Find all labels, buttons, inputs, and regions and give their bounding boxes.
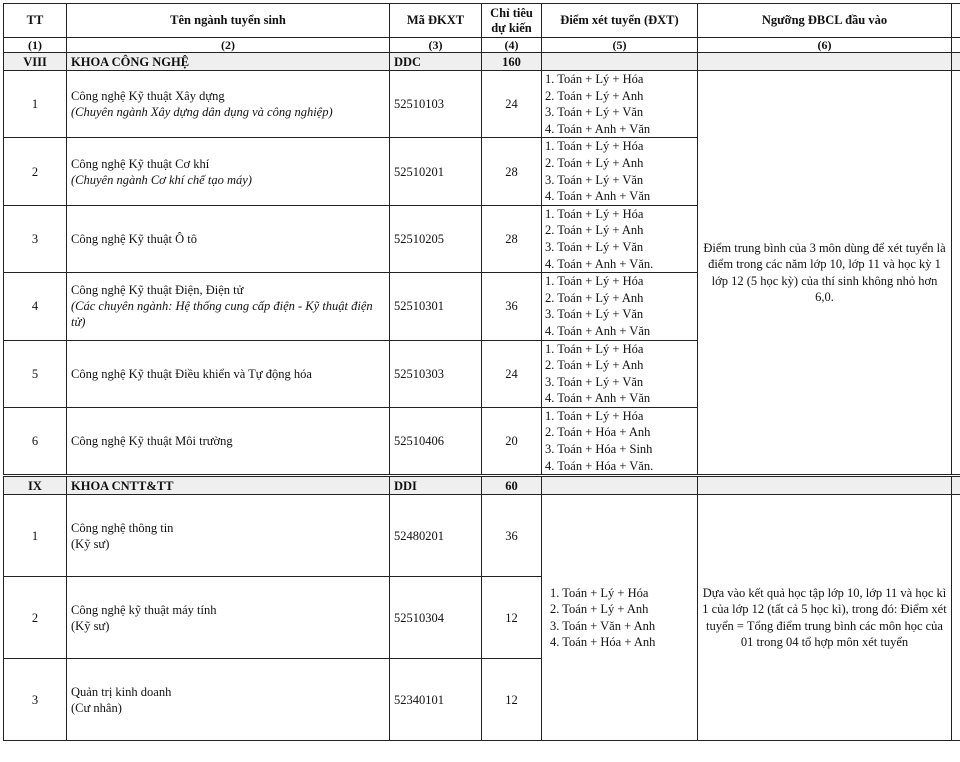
row-major [67,205,390,272]
section-row-cong-nghe [4,53,960,71]
col-number: (1) [4,38,67,53]
row-tt: 3 [4,205,67,272]
row-quota: 24 [482,340,542,407]
section-empty [698,53,952,71]
row-code: 52510304 [390,577,482,659]
combo-item: 1. Toán + Lý + Hóa [545,341,644,356]
section-code: DDC [390,53,482,71]
col-number: (2) [67,38,390,53]
combo-item: 2. Toán + Lý + Anh [545,155,644,170]
row-quota: 12 [482,577,542,659]
combo-item: 1. Toán + Lý + Hóa [545,206,644,221]
row-combos [542,273,698,340]
row-combos [542,71,698,138]
threshold-note: Điểm trung bình của 3 môn dùng để xét tuyển là điểm trong các năm lớp 10, lớp 11 và học kỳ 1 lớp 12 (5 học kỳ) của thí sinh không nhỏ hơn 6,0. [698,71,952,476]
header-tt: TT [4,4,67,38]
major-degree: (Kỹ sư) [71,536,110,551]
header-threshold: Ngưỡng ĐBCL đầu vào [698,4,952,38]
row-quota: 24 [482,71,542,138]
table-row [4,71,960,138]
combo-item: 4. Toán + Hóa + Anh [550,635,656,650]
section-quota: 60 [482,476,542,495]
row-quota: 28 [482,205,542,272]
section-code: DDI [390,476,482,495]
row-code: 52480201 [390,495,482,577]
combo-item: 3. Toán + Lý + Văn [545,172,644,187]
row-combos [542,205,698,272]
row-code: 52340101 [390,659,482,741]
admission-table [3,3,960,741]
combo-item: 4. Toán + Anh + Văn [545,121,651,136]
major-degree: (Kỹ sư) [71,618,110,633]
col-number: (5) [542,38,698,53]
major-name: Công nghệ thông tin [71,520,174,535]
col-number: (4) [482,38,542,53]
combo-item: 3. Toán + Lý + Văn [545,307,644,322]
header-extra [952,4,960,38]
header-row [4,4,960,38]
extra-cell [952,495,960,741]
combo-item: 2. Toán + Lý + Anh [550,602,649,617]
row-tt: 3 [4,659,67,741]
row-quota: 36 [482,495,542,577]
row-code: 52510201 [390,138,482,205]
row-major [67,340,390,407]
row-combos [542,340,698,407]
col-number: (6) [698,38,952,53]
row-combos [542,138,698,205]
combo-item: 4. Toán + Anh + Văn. [545,256,654,271]
row-code: 52510406 [390,407,482,475]
combo-item: 1. Toán + Lý + Hóa [545,72,644,86]
row-quota: 12 [482,659,542,741]
combo-item: 4. Toán + Anh + Văn [545,189,651,204]
major-name: Công nghệ Kỹ thuật Xây dựng [71,89,225,104]
section-empty [542,53,698,71]
combo-item: 1. Toán + Lý + Hóa [550,585,649,600]
column-number-row [4,38,960,53]
header-quota [482,4,542,38]
row-major [67,71,390,138]
row-tt: 2 [4,577,67,659]
row-code: 52510301 [390,273,482,340]
major-degree: (Cư nhân) [71,700,122,715]
header-code: Mã ĐKXT [390,4,482,38]
major-name: Quản trị kinh doanh [71,684,172,699]
row-quota: 20 [482,407,542,475]
row-tt: 5 [4,340,67,407]
section-empty [952,53,960,71]
row-major [67,407,390,475]
combo-item: 2. Toán + Lý + Anh [545,223,644,238]
combo-item: 3. Toán + Văn + Anh [550,618,656,633]
row-major [67,273,390,340]
major-name: Công nghệ Kỹ thuật Điện, Điện tử [71,283,244,298]
section-empty [542,476,698,495]
row-combos [542,495,698,741]
section-roman: VIII [4,53,67,71]
threshold-note: Dựa vào kết quả học tập lớp 10, lớp 11 và học kì 1 của lớp 12 (tất cả 5 học kì), trong đó: Điểm xét tuyển = Tổng điểm trung bình các môn học của 01 trong 04 tổ hợp môn xét tuyển [698,495,952,741]
row-quota: 28 [482,138,542,205]
combo-item: 3. Toán + Lý + Văn [545,239,644,254]
table-row [4,495,960,577]
major-name: Công nghệ Kỹ thuật Cơ khí [71,156,210,171]
section-name: KHOA CÔNG NGHỆ [67,53,390,71]
section-name: KHOA CNTT&TT [67,476,390,495]
major-name: Công nghệ kỹ thuật máy tính [71,602,217,617]
row-combos [542,407,698,475]
combo-item: 2. Toán + Hóa + Anh [545,425,651,440]
row-tt: 1 [4,495,67,577]
combo-item: 1. Toán + Lý + Hóa [545,408,644,423]
combo-item: 1. Toán + Lý + Hóa [545,274,644,289]
row-tt: 6 [4,407,67,475]
header-major: Tên ngành tuyển sinh [67,4,390,38]
combo-item: 3. Toán + Lý + Văn [545,374,644,389]
combo-item: 4. Toán + Anh + Văn [545,391,651,406]
row-major [67,495,390,577]
combo-item: 4. Toán + Hóa + Văn. [545,458,654,473]
combo-item: 2. Toán + Lý + Anh [545,290,644,305]
row-tt: 4 [4,273,67,340]
combo-item: 2. Toán + Lý + Anh [545,358,644,373]
combo-item: 3. Toán + Hóa + Sinh [545,442,653,457]
major-name: Công nghệ Kỹ thuật Ô tô [71,231,198,246]
row-quota: 36 [482,273,542,340]
section-row-cntt [4,476,960,495]
row-code: 52510205 [390,205,482,272]
header-subjects: Điểm xét tuyển (ĐXT) [542,4,698,38]
row-major [67,138,390,205]
section-quota: 160 [482,53,542,71]
combo-item: 2. Toán + Lý + Anh [545,88,644,103]
major-specialization: (Chuyên ngành Cơ khí chế tạo máy) [71,172,252,187]
row-major [67,659,390,741]
row-tt: 1 [4,71,67,138]
major-specialization: (Chuyên ngành Xây dựng dân dụng và công nghiệp) [71,105,333,120]
combo-item: 3. Toán + Lý + Văn [545,105,644,120]
combo-item: 1. Toán + Lý + Hóa [545,139,644,154]
row-major [67,577,390,659]
major-specialization: (Các chuyên ngành: Hệ thống cung cấp điện - Kỹ thuật điện tử) [71,299,373,330]
col-number-extra [952,38,960,53]
major-name: Công nghệ Kỹ thuật Điều khiển và Tự động hóa [71,366,312,381]
header-quota-line1: Chỉ tiêu [490,5,533,20]
extra-cell [952,71,960,476]
row-code: 52510103 [390,71,482,138]
section-roman: IX [4,476,67,495]
major-name: Công nghệ Kỹ thuật Môi trường [71,434,233,449]
row-tt: 2 [4,138,67,205]
row-code: 52510303 [390,340,482,407]
col-number: (3) [390,38,482,53]
combo-item: 4. Toán + Anh + Văn [545,323,651,338]
section-empty [698,476,952,495]
section-empty [952,476,960,495]
header-quota-line2: dự kiến [491,20,532,35]
